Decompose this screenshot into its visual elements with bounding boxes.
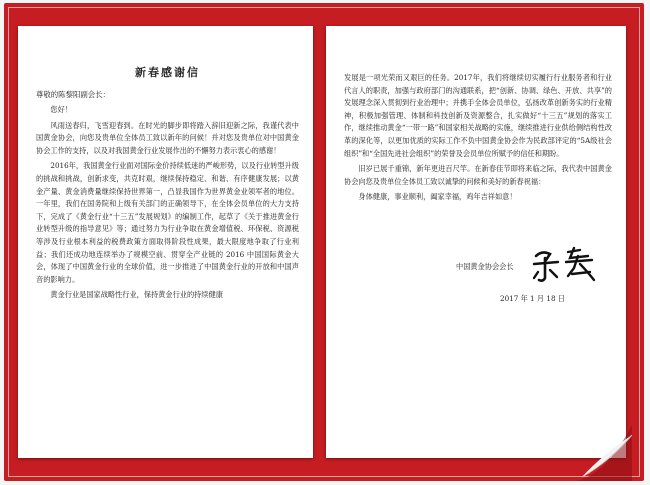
letter-date: 2017 年 1 月 18 日 bbox=[500, 293, 565, 303]
letter-paragraph: 黄金行业是国家战略性行业，保持黄金行业的持续健康 bbox=[50, 290, 223, 300]
letter-paragraph: 您好！ bbox=[50, 105, 72, 114]
letter-title: 新春感谢信 bbox=[135, 66, 200, 79]
letter-page-right bbox=[326, 26, 626, 458]
signature-block bbox=[344, 240, 612, 310]
letter-paragraph: 旧岁已展千重锦，新年更进百尺竿。在新春佳节即将来临之际，我代表中国黄金协会向您及贵单位全体员工致以诚挚的问候和美好的新春祝福： bbox=[344, 164, 612, 186]
letter-paragraph: 发展是一项光荣而又艰巨的任务。2017年，我们将继续切实履行行业服务者和行业代言人的职责，加强与政府部门的沟通联系，把“创新、协调、绿色、开放、共享”的发展理念深入贯彻到行业治理中；并携手全体会员单位，弘扬改革创新务实的行业精神，积极加强管理、体制和科技创新及资源整合，扎实做好“十三五”规划的落实工作，继续推动黄金“一带一路”和国家相关战略的实施，继续推进行业供给侧结构性改革的深化等，以更加优质的实际工作不负中国黄金协会作为民政部评定的“5A级社会组织”和“全国先进社会组织”的荣誉及会员单位所赋予的信任和期盼。 bbox=[344, 73, 612, 158]
handwritten-signature bbox=[530, 244, 600, 286]
letter-page-left bbox=[18, 26, 313, 458]
salutation: 尊敬的陈黎阳副会长： bbox=[36, 90, 110, 99]
letter-paragraph: 风雨送春归，飞雪迎春到。在时光的脚步即将踏入辞旧迎新之际，我谨代表中国黄金协会，向您及贵单位全体员工致以新年的问候！并对您及贵单位对中国黄金协会工作的支持，以及对我国黄金行业发展作出的不懈努力表示衷心的感谢！ bbox=[36, 120, 299, 155]
letter-paragraph: 2016年，我国黄金行业面对国际金价持续低迷的严峻形势，以及行业转型升级的挑战和挑战，创新求变，共克时艰，继续保持稳定、和谐、有序健康发展；以黄金产量、黄金消费量继续保持世界第一，凸显我国作为世界黄金业领军者的地位。一年里，我们在国务院和上级有关部门的正确领导下，在全体会员单位的大力支持下，完成了《黄金行业“十三五”发展规划》的编制工作，起草了《关于推进黄金行业转型升级的指导意见》等；通过努力为行业争取在黄金增值税、环保税、资源税等涉及行业根本利益的税费政策方面取得阶段性成果，最大限度地争取了行业利益；我们还成功地连续举办了规模空前、贯穿全产业链的 2016 中国国际黄金大会，体现了中国黄金行业的全球价值，进一步推进了中国黄金行业的开放和中国声音的影响力。 bbox=[36, 161, 299, 284]
organization-name: 中国黄金协会会长 bbox=[456, 261, 514, 271]
page-curl-icon bbox=[576, 425, 632, 481]
letter-paragraph: 身体健康，事业顺利，阖家幸福，鸡年吉祥如意！ bbox=[358, 192, 517, 202]
